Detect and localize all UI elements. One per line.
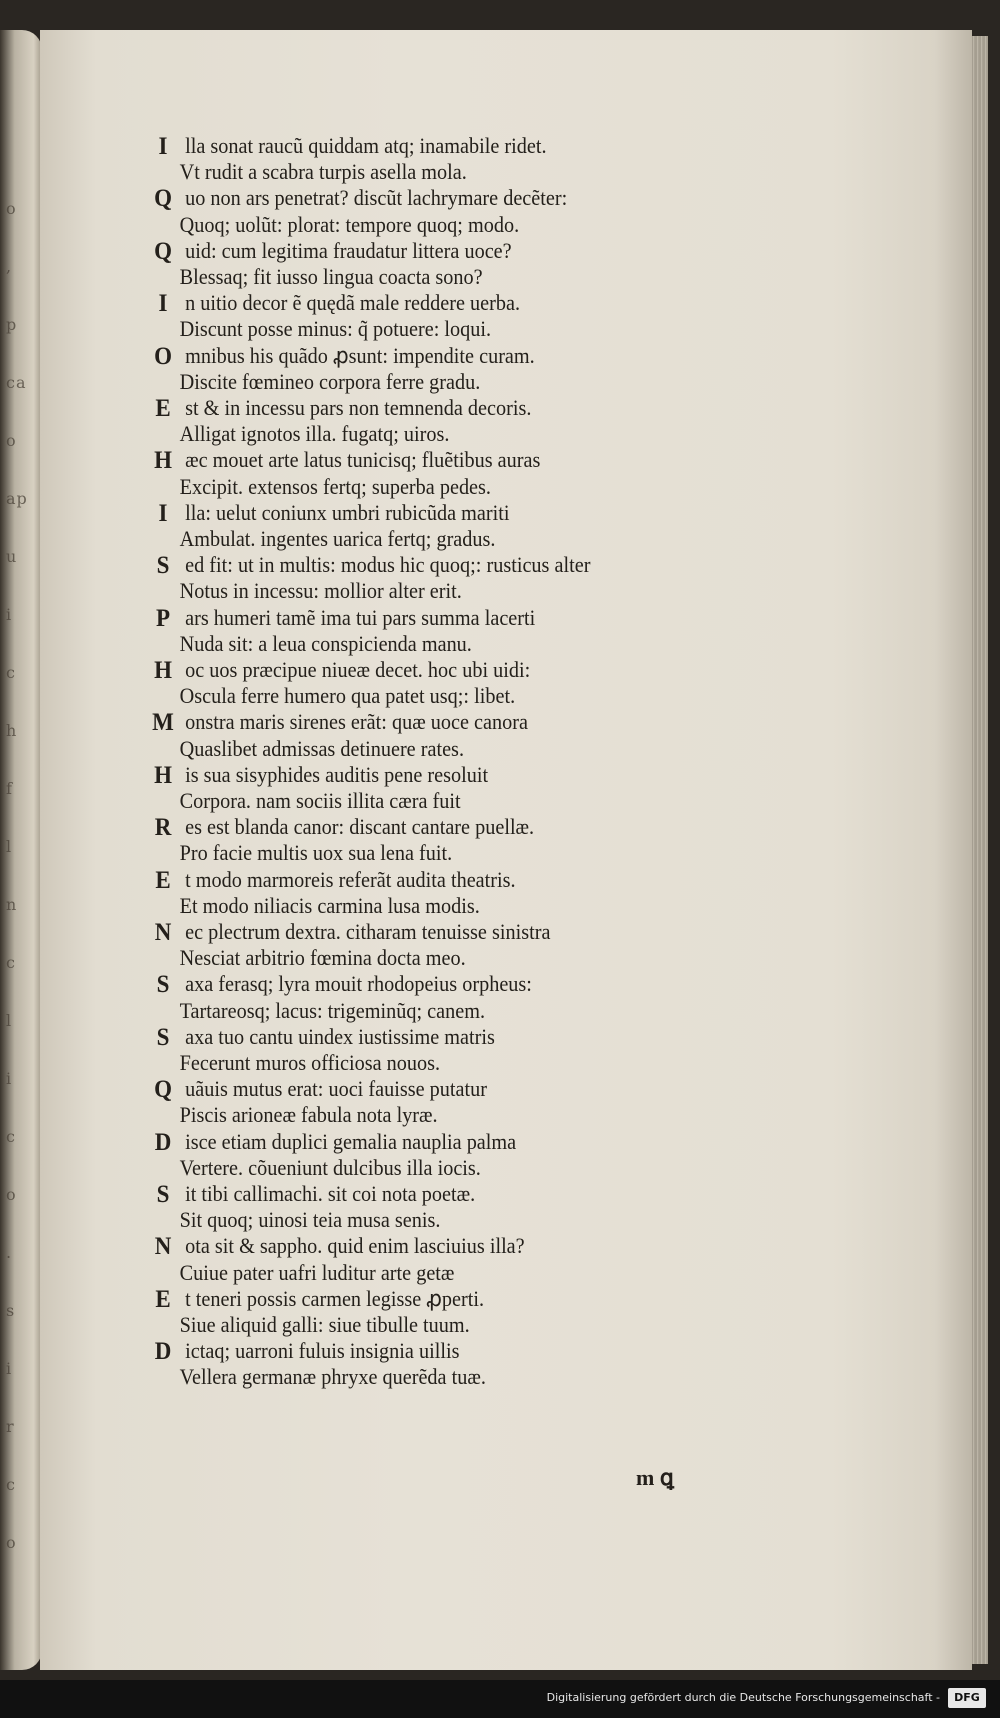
verse-initial: P [156, 604, 171, 632]
verse-text: ed fit: ut in multis: modus hic quoq;: rusticus alter [185, 552, 591, 578]
verse-text: Discite fœmineo corpora ferre gradu. [179, 368, 481, 394]
verse-initial: H [154, 761, 172, 789]
verse-initial: O [154, 342, 172, 370]
verse-text: axa ferasq; lyra mouit rhodopeius orpheus: [185, 971, 532, 997]
verse-text: Nuda sit: a leua conspicienda manu. [179, 630, 472, 656]
verse-initial: H [154, 657, 172, 684]
verse-text: isce etiam duplici gemalia nauplia palma [185, 1128, 517, 1154]
verse-initial: S [156, 1023, 170, 1051]
verse-initial: S [156, 1181, 170, 1208]
verse-initial: Q [154, 185, 172, 213]
verse-text: ictaq; uarroni fuluis insignia uillis [185, 1338, 460, 1364]
verse-text: Quoq; uolũt: plorat: tempore quoq; modo. [179, 211, 520, 237]
verse-text: n uitio decor ẽ quędã male reddere uerba. [185, 290, 521, 316]
verse-text: Notus in incessu: mollior alter erit. [179, 578, 462, 604]
verse-text: Quaslibet admissas detinuere rates. [179, 735, 465, 761]
verse-text: is sua sisyphides auditis pene resoluit [185, 761, 489, 787]
page-edges [972, 36, 988, 1664]
verse-initial: H [154, 447, 172, 475]
verse-text: Vellera germanæ phryxe querẽda tuæ. [179, 1364, 486, 1390]
verse-text: uãuis mutus erat: uoci fauisse putatur [185, 1076, 487, 1102]
verse-text: Discunt posse minus: q̃ potuere: loqui. [179, 316, 492, 342]
facing-page-bleed: o , p ca o ap u i c h f l n c l i c o . s i r c o [6, 199, 28, 1552]
verse-text: oc uos præcipue niueæ decet. hoc ubi uidi: [185, 657, 531, 682]
verse-text: æc mouet arte latus tunicisq; fluẽtibus auras [185, 447, 541, 473]
verse-text: Oscula ferre humero qua patet usq;: libet. [179, 683, 516, 709]
verse-text: Pro facie multis uox sua lena fuit. [179, 840, 453, 866]
verse-text: Nesciat arbitrio fœmina docta meo. [179, 945, 466, 971]
verse-initial: Q [154, 237, 172, 265]
verse-text: axa tuo cantu uindex iustissime matris [185, 1023, 495, 1049]
verse-text: ars humeri tamẽ ima tui pars summa lacerti [185, 604, 536, 630]
verse-text: Blessaq; fit iusso lingua coacta sono? [179, 264, 483, 289]
verse-initial: S [156, 971, 170, 999]
verse-initial: I [158, 499, 168, 527]
verse-initial: S [156, 552, 170, 580]
verse-text: Fecerunt muros officiosa nouos. [179, 1050, 441, 1075]
verse-text: st & in incessu pars non temnenda decoris. [185, 395, 532, 420]
verse-initial: D [154, 1128, 172, 1156]
verse-initial: D [154, 1338, 172, 1366]
verse-initial: Q [154, 1076, 172, 1104]
verse-text: lla: uelut coniunx umbri rubicũda mariti [185, 499, 510, 525]
verse-text: Excipit. extensos fertq; superba pedes. [179, 473, 491, 499]
verse-initial: N [154, 919, 172, 946]
footer-bar [0, 1680, 1000, 1718]
verse-text: es est blanda canor: discant cantare puellæ. [185, 814, 535, 840]
verse-text: Sit quoq; uinosi teia musa senis. [179, 1207, 441, 1233]
verse-initial: M [152, 709, 174, 737]
verse-text: ec plectrum dextra. citharam tenuisse sinistra [185, 919, 551, 944]
verse-text: Siue aliquid galli: siue tibulle tuum. [179, 1312, 470, 1337]
verse-text: Cuiue pater uafri luditur arte getæ [179, 1259, 455, 1285]
verse-text: Corpora. nam sociis illita cæra fuit [179, 788, 461, 813]
verse-text: mnibus his quãdo ꝓsunt: impendite curam. [185, 342, 535, 368]
footer-credit: Digitalisierung gefördert durch die Deutsche Forschungsgemeinschaft - [546, 1691, 940, 1704]
verse-text: lla sonat raucũ quiddam atq; inamabile ridet. [185, 133, 547, 158]
verse-text: Vertere. cõueniunt dulcibus illa iocis. [179, 1154, 481, 1180]
verse-text: Tartareosq; lacus: trigeminũq; canem. [179, 997, 486, 1023]
verse-text: Et modo niliacis carmina lusa modis. [179, 892, 480, 918]
verse-text: ota sit & sappho. quid enim lasciuius illa? [185, 1233, 525, 1259]
verse-initial: E [155, 395, 171, 422]
facing-page-edge [0, 30, 42, 1670]
verse-initial: E [155, 866, 171, 894]
verse-text: onstra maris sirenes erãt: quæ uoce canora [185, 709, 528, 735]
verse-text: Ambulat. ingentes uarica fertq; gradus. [179, 526, 496, 551]
verse-text: uo non ars penetrat? discũt lachrymare decẽter: [185, 185, 568, 211]
verse-text: it tibi callimachi. sit coi nota poetæ. [185, 1181, 476, 1206]
verse-text: Alligat ignotos illa. fugatq; uiros. [179, 421, 450, 447]
verse-initial: R [154, 814, 172, 842]
verse-text: uid: cum legitima fraudatur littera uoce? [185, 237, 512, 263]
verse-initial: I [158, 133, 168, 160]
verse-initial: E [155, 1285, 171, 1313]
verse-initial: I [158, 290, 168, 318]
dfg-logo: DFG [948, 1688, 986, 1708]
signature-mark: m ꝗ [636, 1465, 674, 1490]
verse-text: t modo marmoreis referãt audita theatris. [185, 866, 516, 892]
verse-text: Vt rudit a scabra turpis asella mola. [179, 159, 467, 185]
verse-initial: N [154, 1233, 172, 1261]
verse-text: Piscis arioneæ fabula nota lyræ. [179, 1102, 438, 1128]
verse-text: t teneri possis carmen legisse ꝓperti. [185, 1285, 485, 1311]
